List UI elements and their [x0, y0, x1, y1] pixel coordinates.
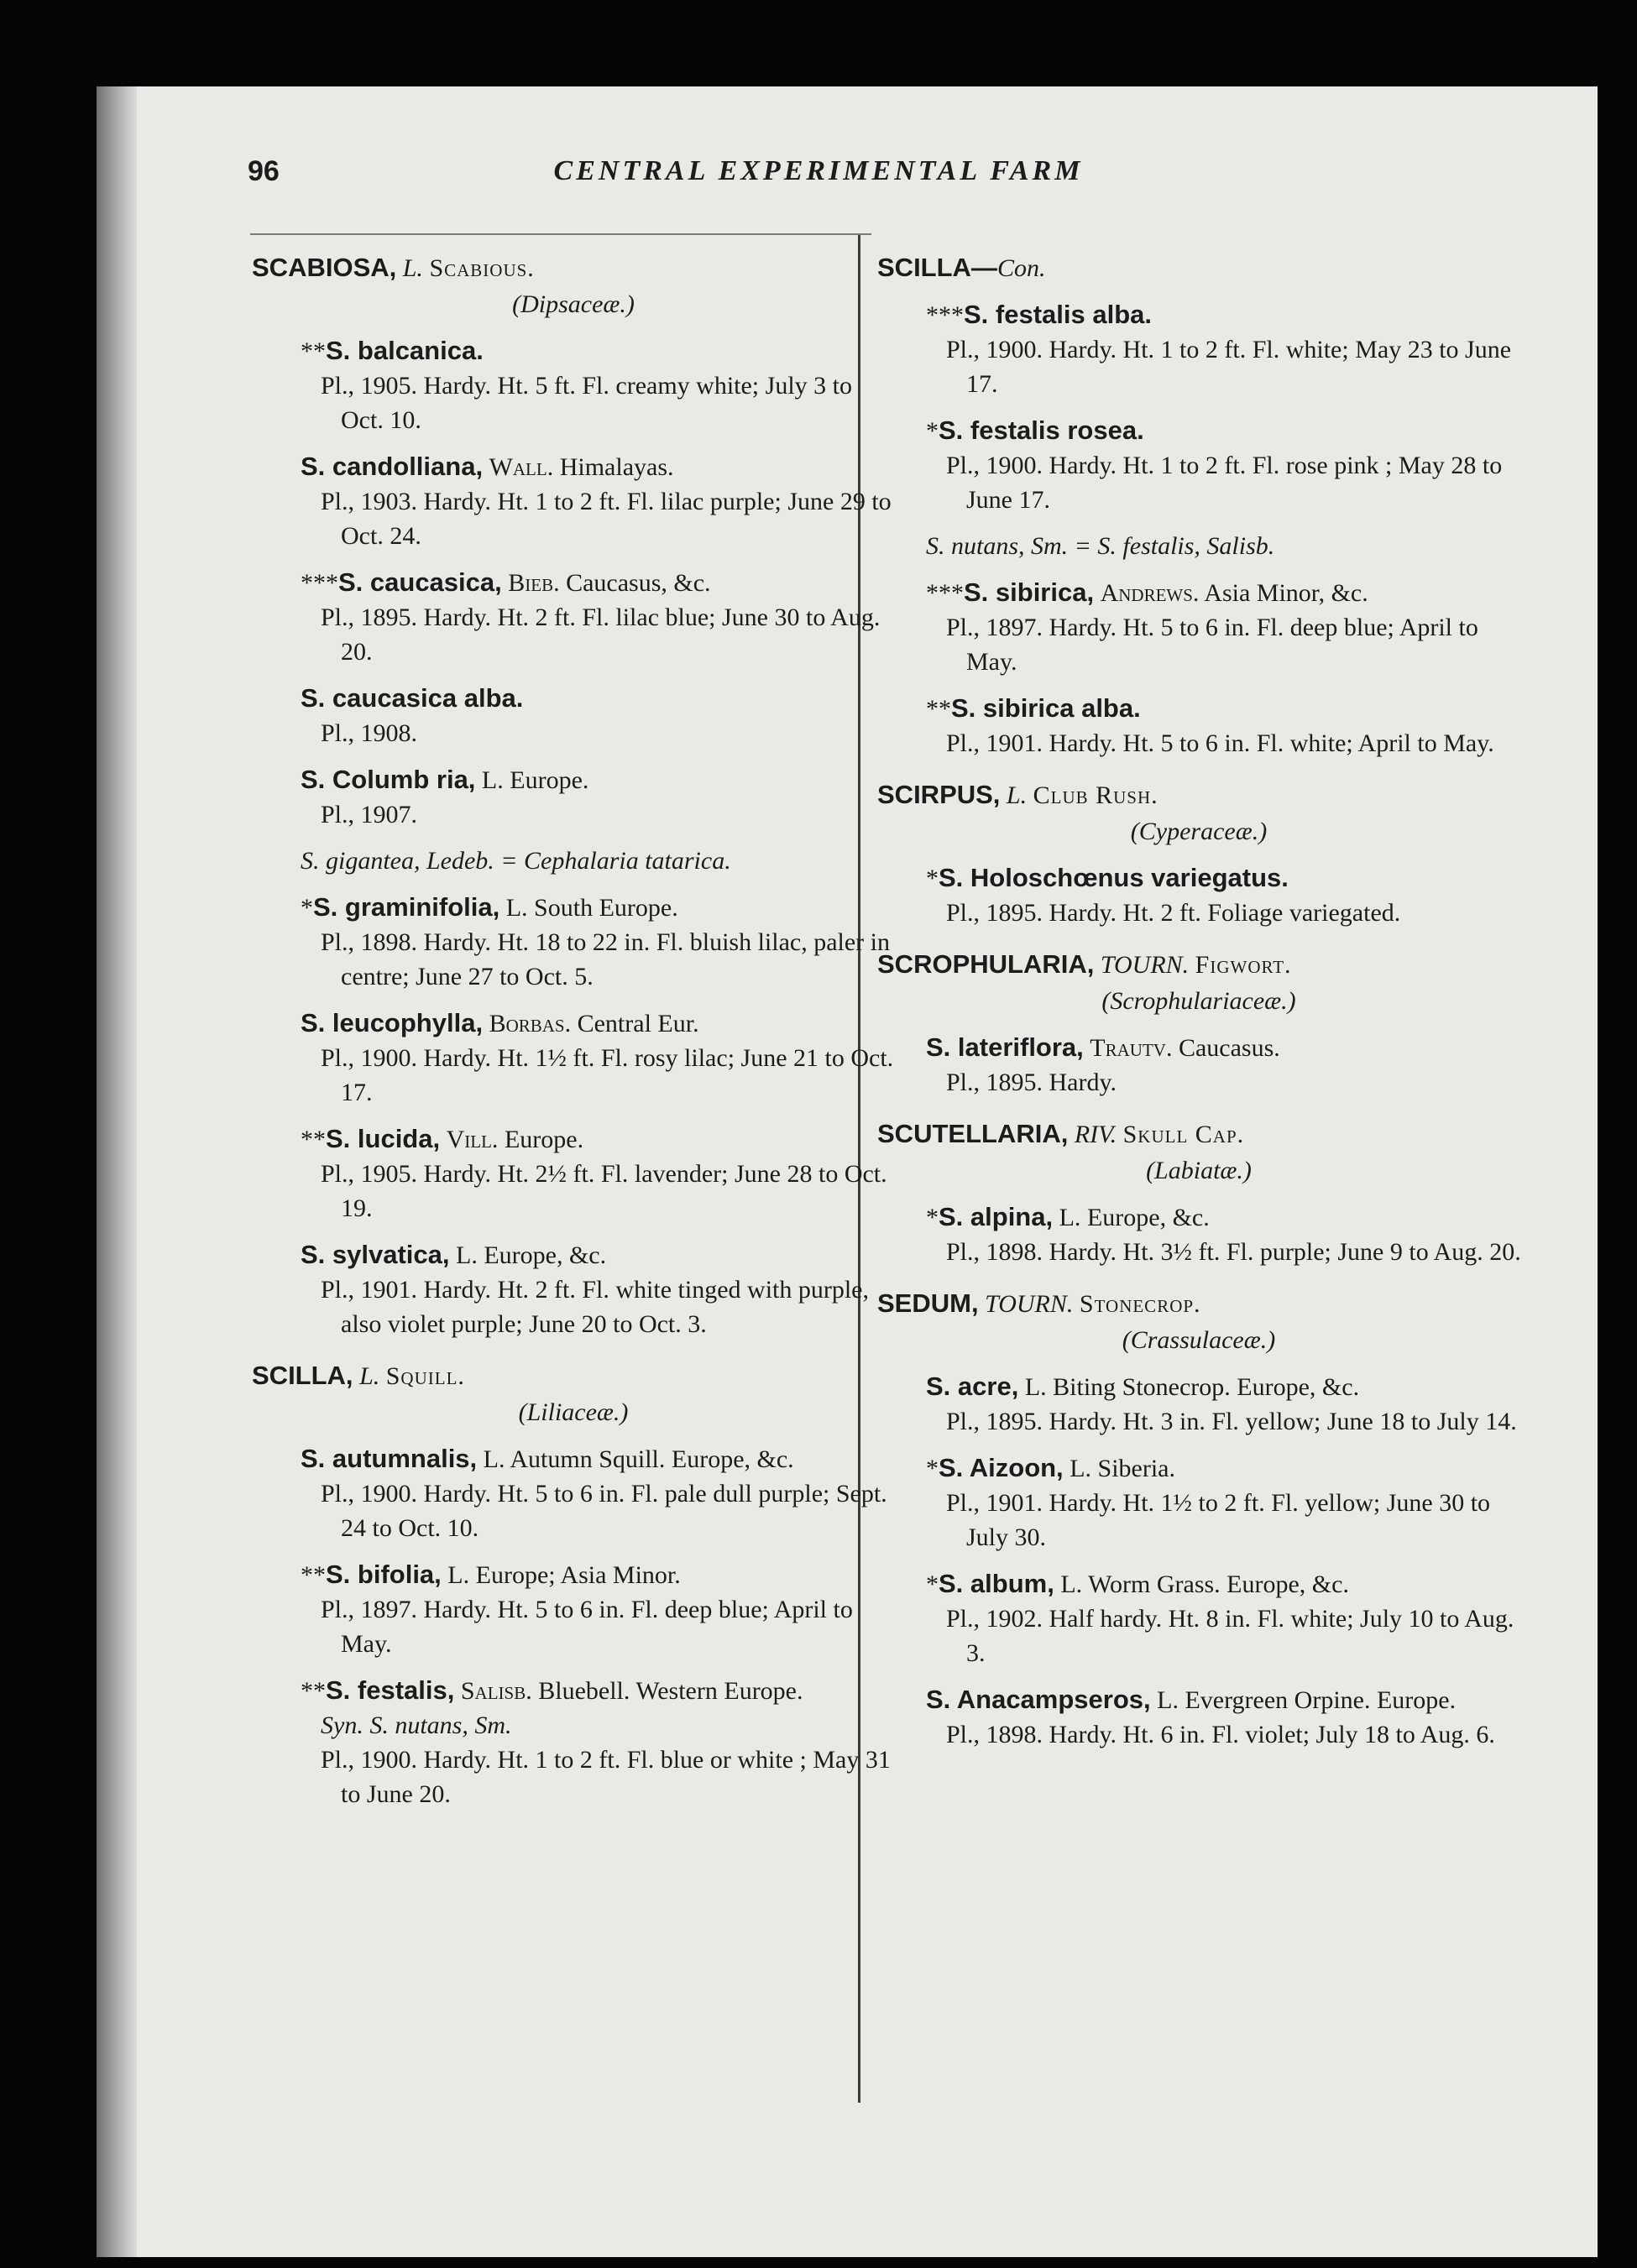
genus-authority: L.: [359, 1362, 380, 1390]
species-author: Wall.: [489, 453, 554, 481]
species-heading: [301, 890, 897, 925]
hardiness-stars: ***: [926, 301, 964, 329]
species-details: Pl., 1897. Hardy. Ht. 5 to 6 in. Fl. deep blue; April to May.: [321, 1596, 853, 1658]
genus-name: SCABIOSA,: [252, 253, 397, 282]
genus-authority: TOURN.: [1100, 951, 1190, 979]
species-entry: [250, 1006, 897, 1110]
species-origin: Bluebell. Western Europe.: [538, 1677, 803, 1705]
species-name: S. Columb ria,: [301, 765, 476, 794]
hardiness-stars: ***: [301, 569, 338, 597]
species-heading: [301, 449, 897, 484]
genus-block: [876, 777, 1522, 930]
hardiness-stars: *: [926, 417, 939, 445]
species-entry: [876, 1199, 1522, 1269]
species-name: S. leucophylla,: [301, 1008, 484, 1037]
family-name: (Labiatæ.): [1146, 1157, 1252, 1184]
cross-reference-text: S. nutans, Sm. = S. festalis, Salisb.: [926, 532, 1275, 560]
species-origin: Caucasus.: [1178, 1034, 1280, 1062]
genus-common-name: Scabious.: [429, 254, 535, 282]
family-name: (Scrophulariaceæ.): [1101, 987, 1296, 1015]
species-origin: Biting Stonecrop. Europe, &c.: [1053, 1373, 1360, 1401]
species-details: Pl., 1900. Hardy. Ht. 1 to 2 ft. Fl. blue or white ; May 31 to June 20.: [321, 1746, 891, 1808]
species-name: S. Anacampseros,: [926, 1685, 1151, 1714]
right-column: [876, 250, 1522, 1752]
species-name: S. caucasica alba.: [301, 683, 524, 713]
genus-authority: TOURN.: [985, 1290, 1074, 1318]
species-details: Pl., 1895. Hardy. Ht. 2 ft. Fl. lilac blue; June 30 to Aug. 20.: [321, 604, 881, 666]
species-origin: Himalayas.: [559, 453, 674, 481]
species-name: S. lucida,: [326, 1124, 441, 1153]
species-origin: Europe.: [504, 1126, 584, 1153]
species-author: Borbas.: [489, 1010, 572, 1037]
species-origin: Europe; Asia Minor.: [475, 1561, 681, 1589]
species-origin: Siberia.: [1097, 1455, 1175, 1482]
species-entry: [250, 565, 897, 669]
species-entry: [250, 1673, 897, 1811]
hardiness-stars: *: [926, 865, 939, 892]
species-name: S. album,: [939, 1569, 1054, 1598]
species-entry: [876, 297, 1522, 401]
species-name: S. sylvatica,: [301, 1240, 450, 1269]
hardiness-stars: ***: [926, 579, 964, 607]
species-entry: [250, 1237, 897, 1341]
species-heading: [926, 413, 1522, 448]
species-author: L.: [505, 894, 528, 922]
hardiness-stars: **: [301, 337, 326, 365]
genus-authority: RIV.: [1074, 1121, 1117, 1148]
species-name: S. festalis rosea.: [939, 415, 1144, 445]
species-entry: [250, 1441, 897, 1545]
species-entry: [876, 413, 1522, 517]
genus-continued: Con.: [996, 254, 1046, 282]
species-author: L.: [1024, 1373, 1047, 1401]
species-details: Pl., 1905. Hardy. Ht. 2½ ft. Fl. lavender; June 28 to Oct. 19.: [321, 1160, 887, 1222]
species-heading: [926, 691, 1522, 726]
species-heading: [301, 762, 897, 797]
genus-block: [876, 1116, 1522, 1269]
hardiness-stars: *: [301, 894, 313, 922]
species-entry: [876, 1030, 1522, 1100]
genus-block: [250, 1358, 897, 1811]
species-author: L.: [1059, 1204, 1081, 1231]
species-heading: [926, 1566, 1522, 1602]
genus-name: SCILLA—: [877, 253, 997, 282]
species-details: Pl., 1900. Hardy. Ht. 1 to 2 ft. Fl. white; May 23 to June 17.: [946, 336, 1512, 398]
cross-reference: [876, 529, 1522, 563]
page-spine-shadow: [97, 86, 137, 2257]
genus-common-name: Stonecrop.: [1079, 1290, 1201, 1318]
genus-name: SCIRPUS,: [877, 780, 1001, 809]
genus-name: SEDUM,: [877, 1288, 979, 1318]
species-details: Pl., 1898. Hardy. Ht. 6 in. Fl. violet; July 18 to Aug. 6.: [946, 1721, 1495, 1748]
species-entry: [250, 449, 897, 553]
species-heading: [926, 1369, 1522, 1404]
species-author: Salisb.: [460, 1677, 532, 1705]
species-name: S. acre,: [926, 1372, 1019, 1401]
hardiness-stars: **: [301, 1126, 326, 1153]
genus-block: [876, 1286, 1522, 1752]
species-origin: Europe, &c.: [484, 1241, 607, 1269]
species-entry: [250, 1121, 897, 1225]
species-heading: [926, 1199, 1522, 1235]
genus-heading: [876, 1116, 1522, 1152]
species-heading: [926, 1682, 1522, 1717]
species-details: Pl., 1895. Hardy.: [946, 1069, 1117, 1096]
left-column: [250, 250, 897, 1811]
species-entry: [876, 575, 1522, 679]
species-author: L.: [481, 766, 504, 794]
species-entry: [876, 860, 1522, 930]
species-details: Pl., 1900. Hardy. Ht. 1½ ft. Fl. rosy lilac; June 21 to Oct. 17.: [321, 1044, 894, 1106]
species-details: Pl., 1898. Hardy. Ht. 18 to 22 in. Fl. bluish lilac, paler in centre; June 27 to Oct. 5.: [321, 928, 891, 990]
species-details: Pl., 1901. Hardy. Ht. 2 ft. Fl. white tinged with purple, also violet purple; June 20 to Oct. 3.: [321, 1276, 869, 1338]
species-heading: [301, 1237, 897, 1272]
species-origin: Caucasus, &c.: [566, 569, 711, 597]
genus-name: SCROPHULARIA,: [877, 949, 1095, 979]
species-author: Bieb.: [508, 569, 560, 597]
genus-common-name: Figwort.: [1195, 951, 1292, 979]
species-name: S. sibirica alba.: [951, 693, 1141, 723]
species-name: S. bifolia,: [326, 1560, 442, 1589]
species-entry: [250, 333, 897, 437]
species-name: S. sibirica,: [964, 577, 1095, 607]
species-origin: Worm Grass. Europe, &c.: [1088, 1570, 1349, 1598]
running-title: CENTRAL EXPERIMENTAL FARM: [553, 155, 1084, 186]
cross-reference: [250, 844, 897, 878]
species-entry: [250, 681, 897, 750]
species-details: Pl., 1895. Hardy. Ht. 3 in. Fl. yellow; June 18 to July 14.: [946, 1408, 1517, 1435]
species-name: S. lateriflora,: [926, 1032, 1084, 1062]
species-entry: [876, 1682, 1522, 1752]
species-details: Pl., 1901. Hardy. Ht. 5 to 6 in. Fl. white; April to May.: [946, 729, 1494, 757]
family-name: (Liliaceæ.): [518, 1398, 629, 1426]
species-author: L.: [1070, 1455, 1092, 1482]
species-author: L.: [456, 1241, 478, 1269]
species-heading: [301, 1673, 897, 1708]
hardiness-stars: **: [301, 1561, 326, 1589]
species-details: Pl., 1898. Hardy. Ht. 3½ ft. Fl. purple; June 9 to Aug. 20.: [946, 1238, 1521, 1266]
species-name: S. graminifolia,: [313, 892, 500, 922]
species-name: S. festalis alba.: [964, 300, 1152, 329]
species-synonym: Syn. S. nutans, Sm.: [321, 1711, 512, 1739]
species-origin: Europe.: [510, 766, 589, 794]
species-details: Pl., 1903. Hardy. Ht. 1 to 2 ft. Fl. lilac purple; June 29 to Oct. 24.: [321, 488, 892, 550]
species-entry: [876, 1369, 1522, 1439]
species-origin: South Europe.: [534, 894, 678, 922]
hardiness-stars: *: [926, 1204, 939, 1231]
species-origin: Central Eur.: [577, 1010, 699, 1037]
species-author: Vill.: [446, 1126, 499, 1153]
species-heading: [301, 1441, 897, 1476]
family-name: (Cyperaceæ.): [1130, 818, 1268, 845]
genus-name: SCILLA,: [252, 1361, 353, 1390]
family-name: (Crassulaceæ.): [1122, 1326, 1276, 1354]
genus-heading: [876, 947, 1522, 982]
species-author: L.: [1157, 1686, 1179, 1714]
cross-reference-text: S. gigantea, Ledeb. = Cephalaria tatarica.: [301, 847, 731, 875]
species-author: Andrews.: [1100, 579, 1200, 607]
species-name: S. balcanica.: [326, 336, 484, 365]
hardiness-stars: **: [926, 695, 951, 723]
species-details: Pl., 1897. Hardy. Ht. 5 to 6 in. Fl. deep blue; April to May.: [946, 614, 1478, 676]
species-entry: [250, 1557, 897, 1661]
genus-heading: [250, 1358, 897, 1393]
genus-block: [876, 250, 1522, 760]
genus-heading: [876, 1286, 1522, 1321]
species-name: S. caucasica,: [338, 567, 502, 597]
genus-authority: L.: [402, 254, 423, 282]
species-author: L.: [447, 1561, 470, 1589]
species-heading: [301, 681, 897, 716]
species-heading: [926, 1030, 1522, 1065]
species-entry: [876, 691, 1522, 760]
species-origin: Europe, &c.: [1086, 1204, 1210, 1231]
species-heading: [301, 1006, 897, 1041]
species-details: Pl., 1900. Hardy. Ht. 5 to 6 in. Fl. pale dull purple; Sept. 24 to Oct. 10.: [321, 1480, 887, 1542]
species-entry: [876, 1450, 1522, 1555]
hardiness-stars: *: [926, 1455, 939, 1482]
species-heading: [926, 1450, 1522, 1486]
genus-common-name: Skull Cap.: [1122, 1121, 1245, 1148]
species-details: Pl., 1908.: [321, 719, 418, 747]
genus-name: SCUTELLARIA,: [877, 1119, 1069, 1148]
species-details: Pl., 1905. Hardy. Ht. 5 ft. Fl. creamy white; July 3 to Oct. 10.: [321, 372, 852, 434]
page-number: 96: [248, 155, 280, 187]
species-entry: [250, 762, 897, 832]
species-heading: [926, 575, 1522, 610]
genus-common-name: Squill.: [385, 1362, 465, 1390]
genus-block: [250, 250, 897, 1341]
species-heading: [926, 297, 1522, 332]
species-heading: [301, 1121, 897, 1157]
species-author: L.: [483, 1445, 505, 1473]
species-heading: [926, 860, 1522, 896]
genus-authority: L.: [1006, 781, 1028, 809]
header-rule: [250, 233, 871, 235]
species-details: Pl., 1902. Half hardy. Ht. 8 in. Fl. white; July 10 to Aug. 3.: [946, 1605, 1514, 1667]
genus-heading: [876, 250, 1522, 285]
hardiness-stars: *: [926, 1570, 939, 1598]
species-name: S. Aizoon,: [939, 1453, 1064, 1482]
genus-heading: [250, 250, 897, 285]
species-heading: [301, 333, 897, 368]
species-origin: Evergreen Orpine. Europe.: [1185, 1686, 1457, 1714]
species-name: S. festalis,: [326, 1675, 455, 1705]
species-author: L.: [1060, 1570, 1083, 1598]
species-entry: [250, 890, 897, 994]
species-origin: Asia Minor, &c.: [1204, 579, 1368, 607]
species-name: S. candolliana,: [301, 452, 484, 481]
species-details: Pl., 1901. Hardy. Ht. 1½ to 2 ft. Fl. yellow; June 30 to July 30.: [946, 1489, 1491, 1551]
species-origin: Autumn Squill. Europe, &c.: [510, 1445, 794, 1473]
genus-block: [876, 947, 1522, 1100]
genus-common-name: Club Rush.: [1033, 781, 1158, 809]
species-author: Trautv.: [1090, 1034, 1173, 1062]
species-details: Pl., 1895. Hardy. Ht. 2 ft. Foliage variegated.: [946, 899, 1401, 927]
species-details: Pl., 1907.: [321, 801, 418, 828]
species-heading: [301, 565, 897, 600]
species-details: Pl., 1900. Hardy. Ht. 1 to 2 ft. Fl. rose pink ; May 28 to June 17.: [946, 452, 1503, 514]
hardiness-stars: **: [301, 1677, 326, 1705]
family-name: (Dipsaceæ.): [512, 290, 635, 318]
species-entry: [876, 1566, 1522, 1670]
species-name: S. Holoschœnus variegatus.: [939, 863, 1289, 892]
genus-heading: [876, 777, 1522, 813]
species-heading: [301, 1557, 897, 1592]
species-name: S. autumnalis,: [301, 1444, 478, 1473]
species-name: S. alpina,: [939, 1202, 1054, 1231]
